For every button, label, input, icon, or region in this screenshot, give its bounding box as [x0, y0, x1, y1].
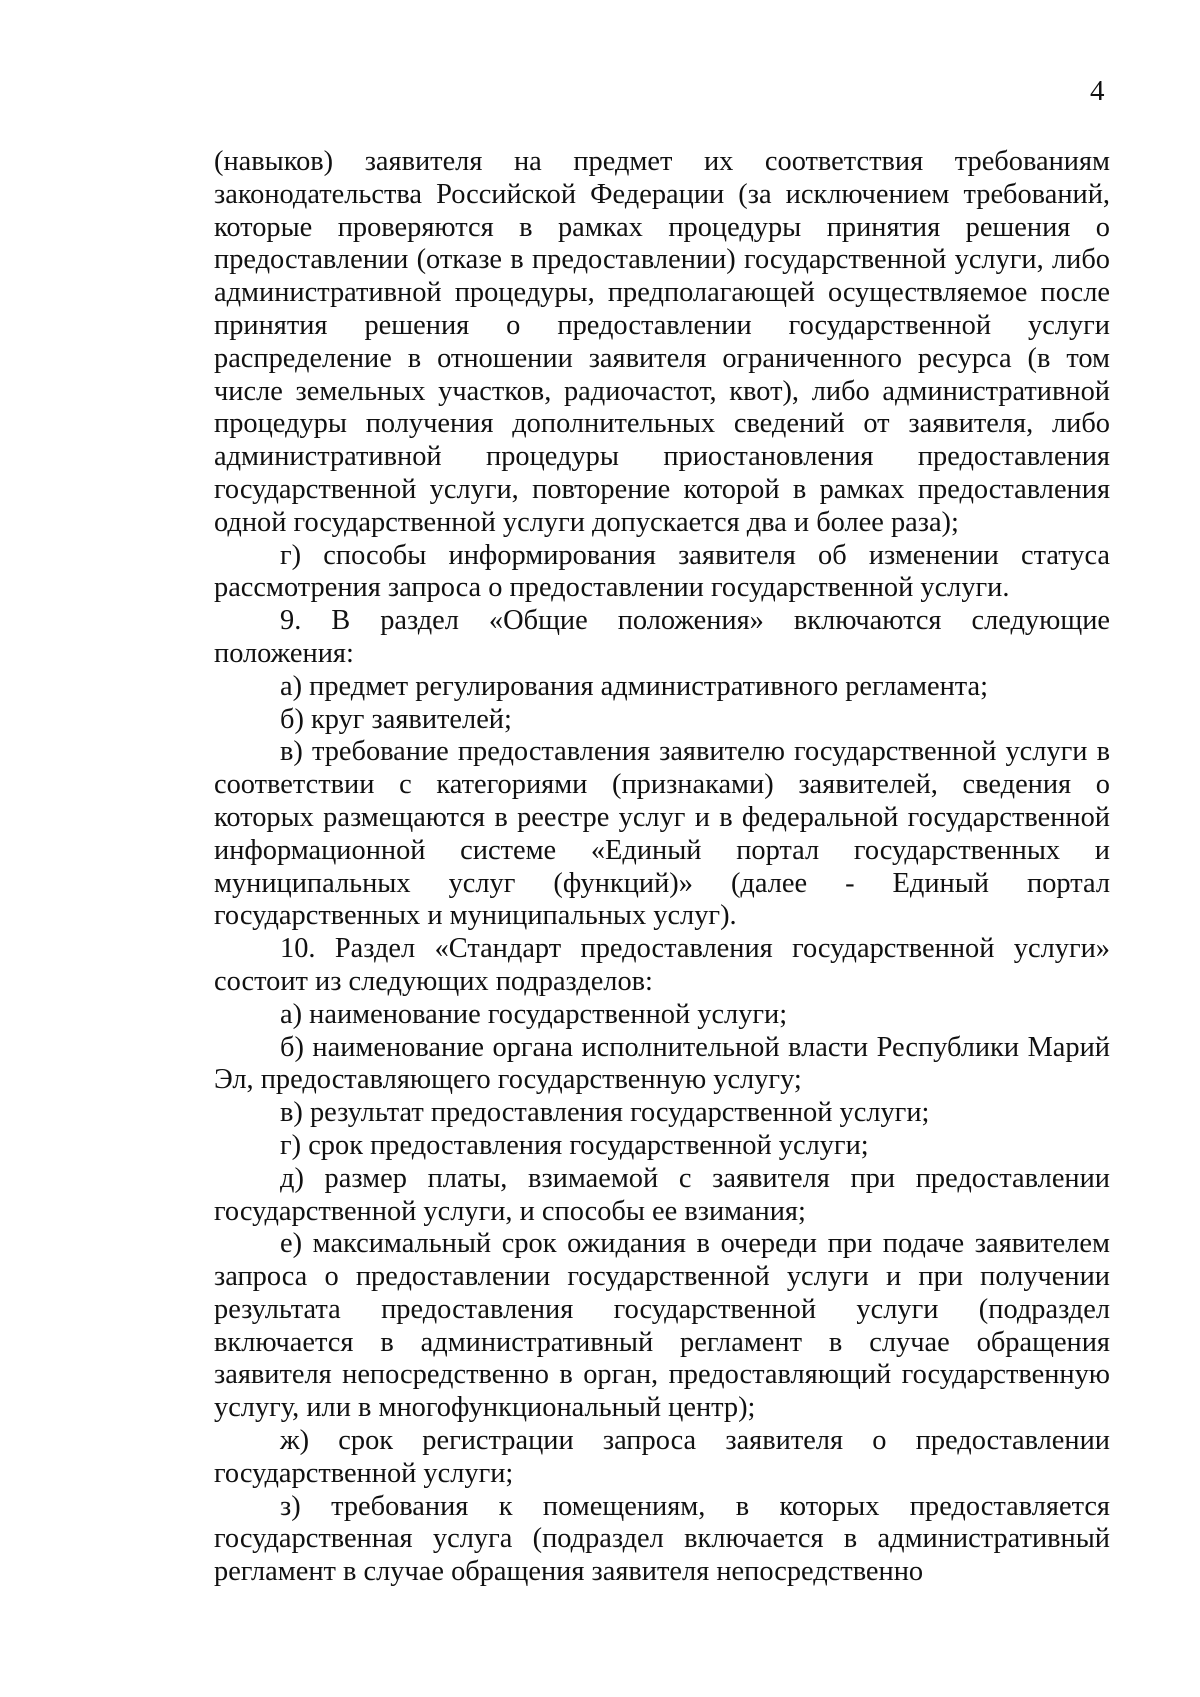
paragraph-item-g-informing: г) способы информирования заявителя об изменении статуса рассмотрения запроса о предоставлении государственной услуги.: [214, 539, 1110, 604]
paragraph-section-10: 10. Раздел «Стандарт предоставления государственной услуги» состоит из следующих подразделов:: [214, 933, 1110, 997]
paragraph-item-a-name: а) наименование государственной услуги;: [280, 998, 788, 1030]
paragraph-item-g-term: г) срок предоставления государственной услуги;: [280, 1129, 869, 1161]
paragraph-item-d-fee: д) размер платы, взимаемой с заявителя при предоставлении государственной услуги, и способы ее взимания;: [214, 1162, 1110, 1227]
paragraph-item-v-requirement: в) требование предоставления заявителю государственной услуги в соответствии с категориями (признаками) заявителей, сведения о которых размещаются в реестре услуг и в федеральной государственной информационной системе «Единый портал государственных и муниципальных услуг (функций)» (далее - Единый портал государственных и муниципальных услуг).: [214, 736, 1110, 932]
paragraph-item-v-result: в) результат предоставления государственной услуги;: [280, 1097, 930, 1129]
paragraph-continuation: (навыков) заявителя на предмет их соответствия требованиям законодательства Российской Федерации (за исключением требований, которые проверяются в рамках процедуры принятия решения о предоставлении (отказе в предоставлении) государственной услуги, либо административной процедуры, предполагающей осуществляемое после принятия решения о предоставлении государственной услуги распределение в отношении заявителя ограниченного ресурса (в том числе земельных участков, радиочастот, квот), либо административной процедуры получения дополнительных сведений от заявителя, либо административной процедуры приостановления предоставления государственной услуги, повторение которой в рамках предоставления одной государственной услуги допускается два и более раза);: [214, 146, 1110, 538]
paragraph-item-e-waiting: е) максимальный срок ожидания в очереди при подаче заявителем запроса о предоставлении государственной услуги и при получении результата предоставления государственной услуги (подраздел включается в административный регламент в случае обращения заявителя непосредственно в орган, предоставляющий государственную услугу, или в многофункциональный центр);: [214, 1228, 1110, 1424]
paragraph-item-zh-registration: ж) срок регистрации запроса заявителя о предоставлении государственной услуги;: [214, 1425, 1110, 1489]
paragraph-item-z-premises: з) требования к помещениям, в которых предоставляется государственная услуга (подраздел включается в административный регламент в случае обращения заявителя непосредственно: [214, 1490, 1110, 1588]
document-body: [214, 146, 1110, 1589]
paragraph-item-b-applicants: б) круг заявителей;: [280, 703, 512, 735]
paragraph-item-a-subject: а) предмет регулирования административного регламента;: [280, 670, 989, 702]
paragraph-section-9: 9. В раздел «Общие положения» включаются следующие положения:: [214, 605, 1110, 669]
page-number: 4: [1090, 75, 1105, 107]
paragraph-item-b-authority: б) наименование органа исполнительной власти Республики Марий Эл, предоставляющего государственную услугу;: [214, 1031, 1110, 1096]
